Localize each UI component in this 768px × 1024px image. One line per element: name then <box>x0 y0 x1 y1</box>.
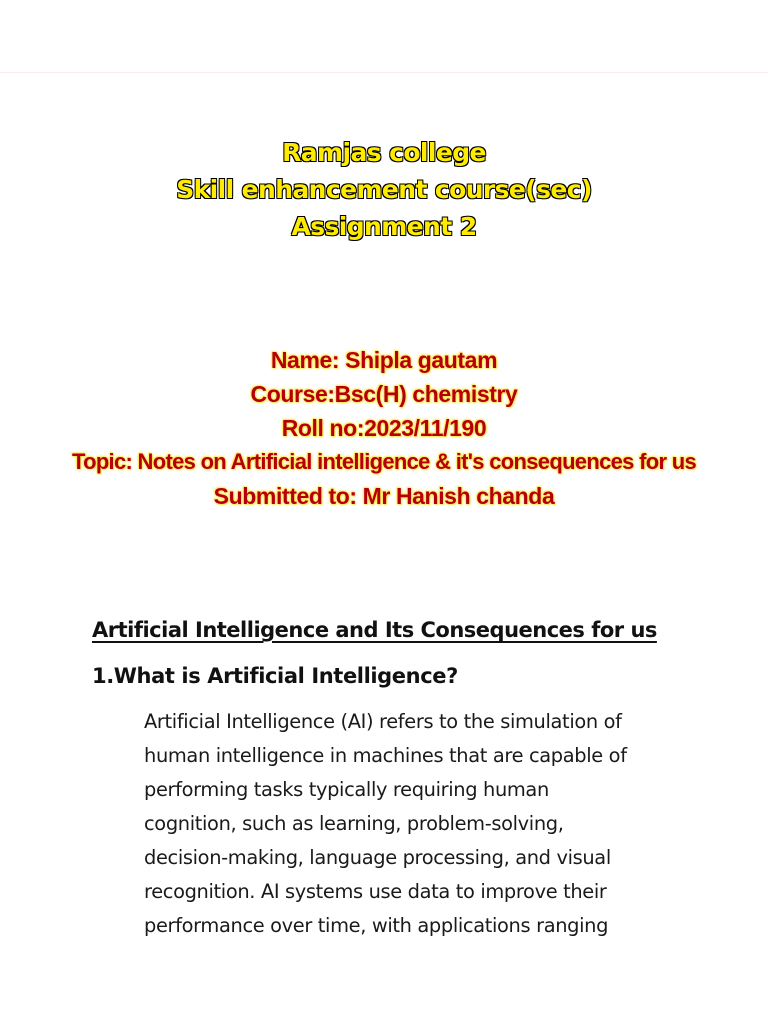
roll-number: Roll no:2023/11/190 <box>281 415 487 441</box>
submitted-to: Submitted to: Mr Hanish chanda <box>213 483 555 509</box>
paragraph-line: performing tasks typically requiring human <box>144 778 549 801</box>
course-title: Skill enhancement course(sec) <box>176 175 592 204</box>
section-1-title: 1.What is Artificial Intelligence? <box>92 664 458 688</box>
document-heading: Artificial Intelligence and Its Consequences for us <box>92 618 657 642</box>
assignment-number: Assignment 2 <box>291 212 477 241</box>
paragraph-line: Artificial Intelligence (AI) refers to the simulation of <box>144 710 622 733</box>
section-1-paragraph <box>144 705 734 943</box>
student-info-block <box>0 343 768 513</box>
paragraph-line: decision-making, language processing, and visual <box>144 846 611 869</box>
top-margin-strip <box>0 0 768 73</box>
college-name: Ramjas college <box>282 138 486 167</box>
assignment-title-block <box>0 134 768 245</box>
paragraph-line: performance over time, with applications ranging <box>144 914 609 937</box>
student-course: Course:Bsc(H) chemistry <box>250 381 518 407</box>
paragraph-line: recognition. AI systems use data to improve their <box>144 880 607 903</box>
assignment-topic: Topic: Notes on Artificial intelligence & it's consequences for us <box>71 449 697 474</box>
paragraph-line: cognition, such as learning, problem-solving, <box>144 812 564 835</box>
student-name: Name: Shipla gautam <box>270 347 498 373</box>
paragraph-line: human intelligence in machines that are capable of <box>144 744 627 767</box>
